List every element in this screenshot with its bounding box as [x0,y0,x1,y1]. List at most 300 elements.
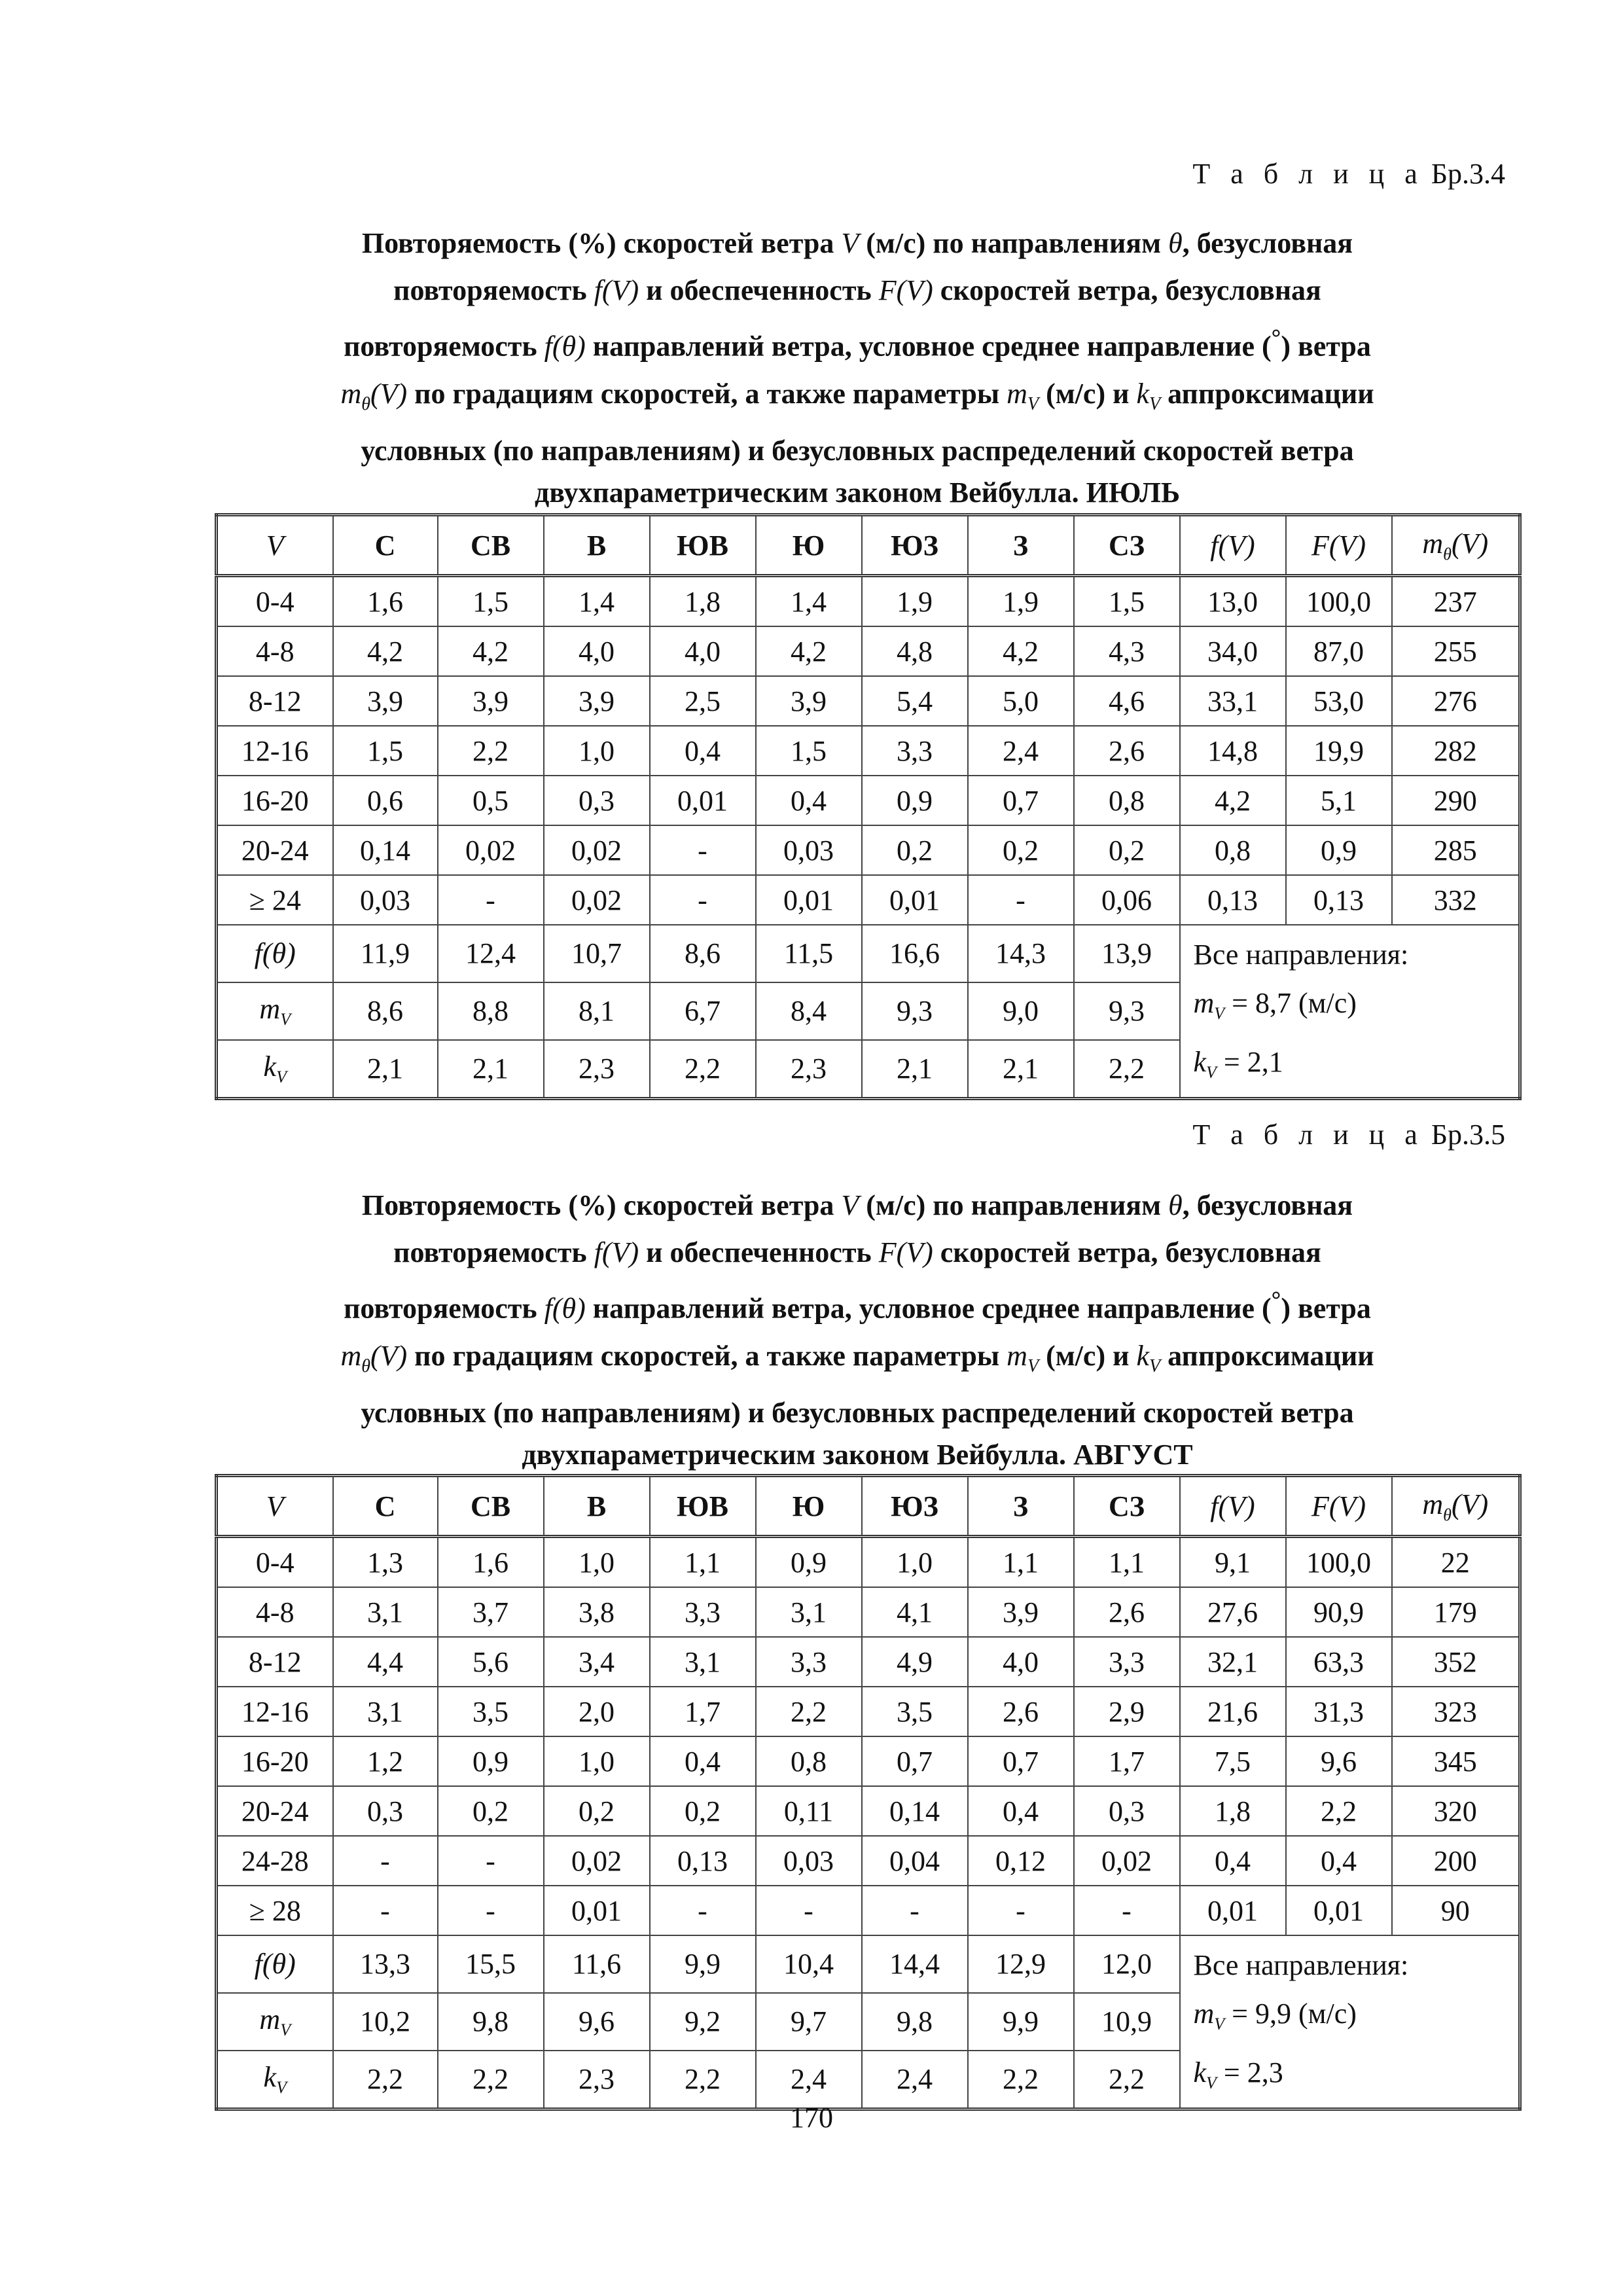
table-cell: 0,7 [968,776,1074,825]
table-cell: 3,5 [862,1687,968,1736]
mv-cell: 9,7 [756,1993,862,2051]
table-2-wind-august [215,1474,1522,2111]
caption-subscript: V [1149,1355,1161,1376]
kv-label [217,2051,333,2109]
header-m-subscript: θ [1443,544,1452,564]
caption-symbol-ftheta: f(θ) [544,330,586,363]
header-m-subscript: θ [1443,1505,1452,1524]
table-cell: 0,4 [650,726,756,776]
table-cell: 90,9 [1286,1587,1392,1637]
summary-subscript: V [1206,1062,1217,1082]
mv-subscript: V [280,2020,291,2040]
mv-cell: 8,4 [756,982,862,1040]
kv-cell: 2,1 [438,1040,544,1099]
ftheta-cell: 15,5 [438,1935,544,1993]
kv-cell: 2,1 [333,1040,438,1099]
table-row [217,1537,1520,1588]
table-cell: - [756,1886,862,1935]
header-direction: СВ [438,515,544,576]
table-cell: 0,01 [756,875,862,925]
caption-text: и обеспеченность [646,1236,872,1268]
caption-line-4 [216,370,1499,428]
header-direction: ЮЗ [862,515,968,576]
kv-cell: 2,2 [1074,2051,1180,2109]
header-fv: f(V) [1180,1476,1286,1537]
header-direction: З [968,515,1074,576]
caption-symbol-k: k [1136,1339,1149,1372]
table-cell: 3,3 [650,1587,756,1637]
table-1-label-word: Т а б л и ц а [1192,158,1424,190]
ftheta-cell: 12,4 [438,925,544,982]
table-1-wind-july [215,513,1522,1100]
table-row [217,1637,1520,1687]
summary-kv-value: = 2,1 [1216,1045,1283,1078]
table-cell: 4,9 [862,1637,968,1687]
table-cell: 3,9 [756,676,862,726]
summary-m-symbol: m [1193,987,1215,1019]
table-cell: 4,2 [333,626,438,676]
caption-text: Повторяемость (%) скоростей ветра [361,1189,834,1221]
mv-cell: 9,8 [862,1993,968,2051]
table-cell: 7,5 [1180,1736,1286,1786]
table-1-body [217,576,1520,925]
table-row [217,676,1520,726]
table-cell: 2,2 [1286,1786,1392,1836]
table-cell: 3,9 [438,676,544,726]
ftheta-cell: 14,4 [862,1935,968,1993]
table-cell: - [438,875,544,925]
table-cell: 290 [1392,776,1520,825]
table-cell: 2,9 [1074,1687,1180,1736]
table-cell: 0,02 [1074,1836,1180,1886]
summary-mv [1194,979,1519,1038]
table-cell: - [438,1886,544,1935]
table-cell: 0,8 [756,1736,862,1786]
table-cell: 3,9 [968,1587,1074,1637]
caption-symbol-m: m [340,1339,362,1372]
caption-text: скоростей ветра, безусловная [940,1236,1321,1268]
table-cell: 1,2 [333,1736,438,1786]
table-cell: - [650,1886,756,1935]
caption-subscript: θ [361,393,370,414]
table-row [217,726,1520,776]
table-cell: 2,5 [650,676,756,726]
kv-label [217,1040,333,1099]
table-1-caption [216,220,1499,511]
table-row [217,825,1520,875]
table-cell: 3,1 [650,1637,756,1687]
caption-line-3 [216,314,1499,370]
mv-cell: 8,8 [438,982,544,1040]
table-cell: 1,0 [544,726,650,776]
kv-symbol: k [263,2061,277,2094]
summary-kv [1194,1038,1519,1097]
table-cell: 0,01 [1286,1886,1392,1935]
caption-symbol-m: m [1007,377,1027,410]
table-cell: 3,5 [438,1687,544,1736]
header-direction: СВ [438,1476,544,1537]
ftheta-cell: 10,7 [544,925,650,982]
kv-cell: 2,4 [756,2051,862,2109]
ftheta-cell: 16,6 [862,925,968,982]
table-cell: 1,6 [333,576,438,627]
table-cell: 9,1 [1180,1537,1286,1588]
table-cell: - [862,1886,968,1935]
table-cell: 2,6 [1074,1587,1180,1637]
table-cell: 285 [1392,825,1520,875]
table-row [217,1786,1520,1836]
table-1-label-id: Бр.3.4 [1431,158,1505,190]
table-row [217,576,1520,627]
header-row [217,1476,1520,1537]
table-cell: 320 [1392,1786,1520,1836]
summary-subscript: V [1206,2073,1217,2092]
table-cell: 3,3 [1074,1637,1180,1687]
kv-cell: 2,2 [968,2051,1074,2109]
kv-cell: 2,3 [544,2051,650,2109]
table-row [217,776,1520,825]
table-cell: 0,06 [1074,875,1180,925]
table-cell: 323 [1392,1687,1520,1736]
ftheta-cell: 8,6 [650,925,756,982]
ftheta-cell: 13,3 [333,1935,438,1993]
speed-range-cell: 20-24 [217,1786,333,1836]
kv-cell: 2,4 [862,2051,968,2109]
table-cell: - [650,875,756,925]
caption-line-1 [216,1182,1499,1229]
table-cell: 0,7 [968,1736,1074,1786]
kv-cell: 2,2 [1074,1040,1180,1099]
table-cell: - [1074,1886,1180,1935]
table-cell: 63,3 [1286,1637,1392,1687]
table-cell: 14,8 [1180,726,1286,776]
table-cell: 0,03 [756,825,862,875]
table-cell: 1,6 [438,1537,544,1588]
table-cell: 0,03 [756,1836,862,1886]
caption-text: аппроксимации [1168,1339,1374,1372]
header-direction: ЮВ [650,1476,756,1537]
caption-symbol-v: (V) [370,1339,408,1372]
table-cell: 0,12 [968,1836,1074,1886]
table-cell: 0,01 [862,875,968,925]
mv-symbol: m [259,993,281,1026]
table-cell: 0,6 [333,776,438,825]
table-cell: 0,2 [544,1786,650,1836]
ftheta-cell: 11,5 [756,925,862,982]
caption-subscript: V [1027,393,1039,414]
mv-cell: 9,0 [968,982,1074,1040]
speed-range-cell: ≥ 24 [217,875,333,925]
table-cell: 0,02 [544,875,650,925]
summary-mv [1194,1990,1519,2049]
caption-line-3 [216,1276,1499,1333]
table-cell: 0,2 [1074,825,1180,875]
caption-symbol-theta: θ [1168,1189,1183,1221]
table-cell: 0,8 [1180,825,1286,875]
table-cell: 2,2 [438,726,544,776]
caption-symbol-v: (V) [370,377,408,410]
table-cell: 1,3 [333,1537,438,1588]
caption-symbol-ftheta: f(θ) [544,1292,586,1325]
table-cell: 34,0 [1180,626,1286,676]
table-cell: 0,9 [1286,825,1392,875]
header-cap-fv: F(V) [1286,515,1392,576]
table-2-caption [216,1182,1499,1473]
speed-range-cell: 8-12 [217,676,333,726]
caption-text: повторяемость [393,274,587,306]
header-m-symbol: m [1422,1488,1444,1520]
mv-cell: 9,8 [438,1993,544,2051]
mv-cell: 9,3 [1074,982,1180,1040]
table-2-label-word: Т а б л и ц а [1192,1119,1424,1151]
table-cell: 0,02 [544,825,650,875]
table-cell: 2,4 [968,726,1074,776]
speed-range-cell: 24-28 [217,1836,333,1886]
table-cell: 13,0 [1180,576,1286,627]
kv-symbol: k [263,1050,277,1083]
summary-kv-value: = 2,3 [1216,2056,1283,2089]
caption-symbol-cap-fv: F(V) [878,1236,933,1268]
table-cell: 332 [1392,875,1520,925]
table-cell: 282 [1392,726,1520,776]
table-cell: 0,2 [650,1786,756,1836]
caption-symbol-v: V [841,1189,859,1221]
caption-text: скоростей ветра, безусловная [940,274,1321,306]
table-1-label [1192,157,1505,190]
table-cell: 1,5 [438,576,544,627]
speed-range-cell: 16-20 [217,1736,333,1786]
table-cell: 1,9 [862,576,968,627]
table-cell: 4,2 [968,626,1074,676]
header-m-arg: (V) [1451,527,1489,560]
table-cell: 0,13 [650,1836,756,1886]
table-2-body [217,1537,1520,1936]
mv-cell: 10,2 [333,1993,438,2051]
table-cell: 0,4 [756,776,862,825]
summary-subscript: V [1214,2014,1225,2034]
table-cell: 1,1 [650,1537,756,1588]
table-cell: 5,0 [968,676,1074,726]
ftheta-label: f(θ) [217,1935,333,1993]
table-cell: - [333,1886,438,1935]
mv-cell: 9,3 [862,982,968,1040]
table-cell: 0,01 [1180,1886,1286,1935]
header-direction: Ю [756,1476,862,1537]
mv-subscript: V [280,1010,291,1030]
table-cell: 1,0 [544,1537,650,1588]
table-cell: 4,8 [862,626,968,676]
table-cell: 1,8 [1180,1786,1286,1836]
table-cell: 0,13 [1180,875,1286,925]
table-cell: 5,4 [862,676,968,726]
summary-mv-value: = 8,7 [1224,987,1291,1019]
table-cell: 0,14 [333,825,438,875]
summary-title: Все направления: [1193,939,1409,971]
caption-symbol-fv: f(V) [594,274,639,306]
all-directions-summary [1180,925,1520,1098]
table-cell: 0,2 [438,1786,544,1836]
degree-symbol: ° [1271,1286,1281,1313]
table-cell: 1,9 [968,576,1074,627]
ftheta-row [217,925,1520,982]
caption-text: , безусловная [1182,227,1353,259]
header-direction: ЮЗ [862,1476,968,1537]
table-cell: 0,3 [1074,1786,1180,1836]
table-cell: - [333,1836,438,1886]
caption-text: (м/с) по направлениям [866,1189,1162,1221]
table-cell: 100,0 [1286,576,1392,627]
speed-range-cell: 4-8 [217,626,333,676]
header-speed: V [217,515,333,576]
ftheta-cell: 13,9 [1074,925,1180,982]
caption-line-4 [216,1333,1499,1390]
table-cell: 345 [1392,1736,1520,1786]
table-row [217,1836,1520,1886]
summary-kv [1194,2049,1519,2108]
table-row [217,626,1520,676]
mv-cell: 8,6 [333,982,438,1040]
ftheta-row [217,1935,1520,1993]
table-cell: 0,4 [968,1786,1074,1836]
table-cell: 4,6 [1074,676,1180,726]
caption-text: ) ветра [1281,330,1371,363]
table-cell: 0,9 [862,776,968,825]
table-cell: 352 [1392,1637,1520,1687]
table-cell: 32,1 [1180,1637,1286,1687]
mv-cell: 9,2 [650,1993,756,2051]
header-direction: В [544,515,650,576]
table-cell: 1,7 [650,1687,756,1736]
speed-range-cell: 12-16 [217,1687,333,1736]
table-cell: 4,2 [756,626,862,676]
table-cell: 53,0 [1286,676,1392,726]
caption-symbol-k: k [1136,377,1149,410]
table-cell: 19,9 [1286,726,1392,776]
header-row [217,515,1520,576]
table-cell: 0,01 [544,1886,650,1935]
caption-text: (м/с) по направлениям [866,227,1162,259]
table-2-params [217,1935,1520,2109]
table-cell: 0,9 [438,1736,544,1786]
kv-subscript: V [276,1067,287,1086]
header-direction: С [333,515,438,576]
header-fv: f(V) [1180,515,1286,576]
table-cell: 0,02 [544,1836,650,1886]
table-cell: 1,7 [1074,1736,1180,1786]
table-cell: 2,2 [756,1687,862,1736]
table-cell: 1,5 [1074,576,1180,627]
summary-subscript: V [1214,1003,1225,1023]
caption-text: направлений ветра, условное среднее направление ( [592,1292,1272,1325]
table-cell: 276 [1392,676,1520,726]
caption-line-2 [216,1229,1499,1276]
all-directions-summary [1180,1935,1520,2109]
table-cell: 179 [1392,1587,1520,1637]
caption-line-5: условных (по направлениям) и безусловных распределений скоростей ветра [361,435,1354,467]
table-cell: 2,6 [1074,726,1180,776]
table-cell: 4,2 [438,626,544,676]
caption-subscript: V [1149,393,1161,414]
caption-line-6: двухпараметрическим законом Вейбулла. АВГУСТ [522,1439,1193,1471]
header-direction: СЗ [1074,515,1180,576]
mv-cell: 10,9 [1074,1993,1180,2051]
caption-text: направлений ветра, условное среднее направление ( [592,330,1272,363]
table-cell: - [968,1886,1074,1935]
table-cell: 0,4 [1286,1836,1392,1886]
degree-symbol: ° [1271,324,1281,351]
ftheta-cell: 11,6 [544,1935,650,1993]
table-cell: 31,3 [1286,1687,1392,1736]
header-direction: Ю [756,515,862,576]
mv-label [217,982,333,1040]
table-cell: 0,01 [650,776,756,825]
speed-range-cell: 8-12 [217,1637,333,1687]
table-cell: 4,4 [333,1637,438,1687]
caption-symbol-cap-fv: F(V) [878,274,933,306]
ftheta-cell: 12,0 [1074,1935,1180,1993]
table-row [217,1886,1520,1935]
kv-cell: 2,1 [862,1040,968,1099]
table-cell: 5,6 [438,1637,544,1687]
table-cell: 0,02 [438,825,544,875]
caption-symbol-m: m [340,377,362,410]
table-cell: 1,0 [862,1537,968,1588]
table-row [217,1587,1520,1637]
mv-cell: 9,9 [968,1993,1074,2051]
table-cell: 0,14 [862,1786,968,1836]
kv-cell: 2,2 [650,1040,756,1099]
table-cell: 1,5 [756,726,862,776]
header-direction: ЮВ [650,515,756,576]
table-cell: 4,0 [544,626,650,676]
table-cell: 0,03 [333,875,438,925]
caption-line-5: условных (по направлениям) и безусловных распределений скоростей ветра [361,1397,1354,1429]
kv-cell: 2,3 [544,1040,650,1099]
table-cell: 200 [1392,1836,1520,1886]
table-cell: 0,3 [544,776,650,825]
ftheta-cell: 9,9 [650,1935,756,1993]
header-m-symbol: m [1422,527,1444,560]
page-number: 170 [790,2102,833,2134]
table-cell: 2,0 [544,1687,650,1736]
caption-subscript: V [1027,1355,1039,1376]
caption-text: , безусловная [1182,1189,1353,1221]
speed-range-cell: 0-4 [217,1537,333,1588]
table-cell: 3,1 [333,1587,438,1637]
table-2-label [1192,1118,1505,1151]
summary-mv-value: = 9,9 [1224,1998,1291,2030]
header-direction: З [968,1476,1074,1537]
ftheta-label: f(θ) [217,925,333,982]
table-cell: 0,5 [438,776,544,825]
caption-symbol-theta: θ [1168,227,1183,259]
caption-text: повторяемость [393,1236,587,1268]
table-cell: 1,4 [544,576,650,627]
caption-text: повторяемость [344,1292,537,1325]
table-cell: 0,2 [968,825,1074,875]
header-direction: СЗ [1074,1476,1180,1537]
table-cell: 90 [1392,1886,1520,1935]
caption-text: (м/с) и [1046,377,1130,410]
caption-text: ) ветра [1281,1292,1371,1325]
summary-mv-unit: (м/с) [1291,987,1357,1019]
table-cell: - [968,875,1074,925]
table-cell: 22 [1392,1537,1520,1588]
kv-cell: 2,2 [438,2051,544,2109]
table-cell: 0,4 [1180,1836,1286,1886]
speed-range-cell: 16-20 [217,776,333,825]
mv-label [217,1993,333,2051]
